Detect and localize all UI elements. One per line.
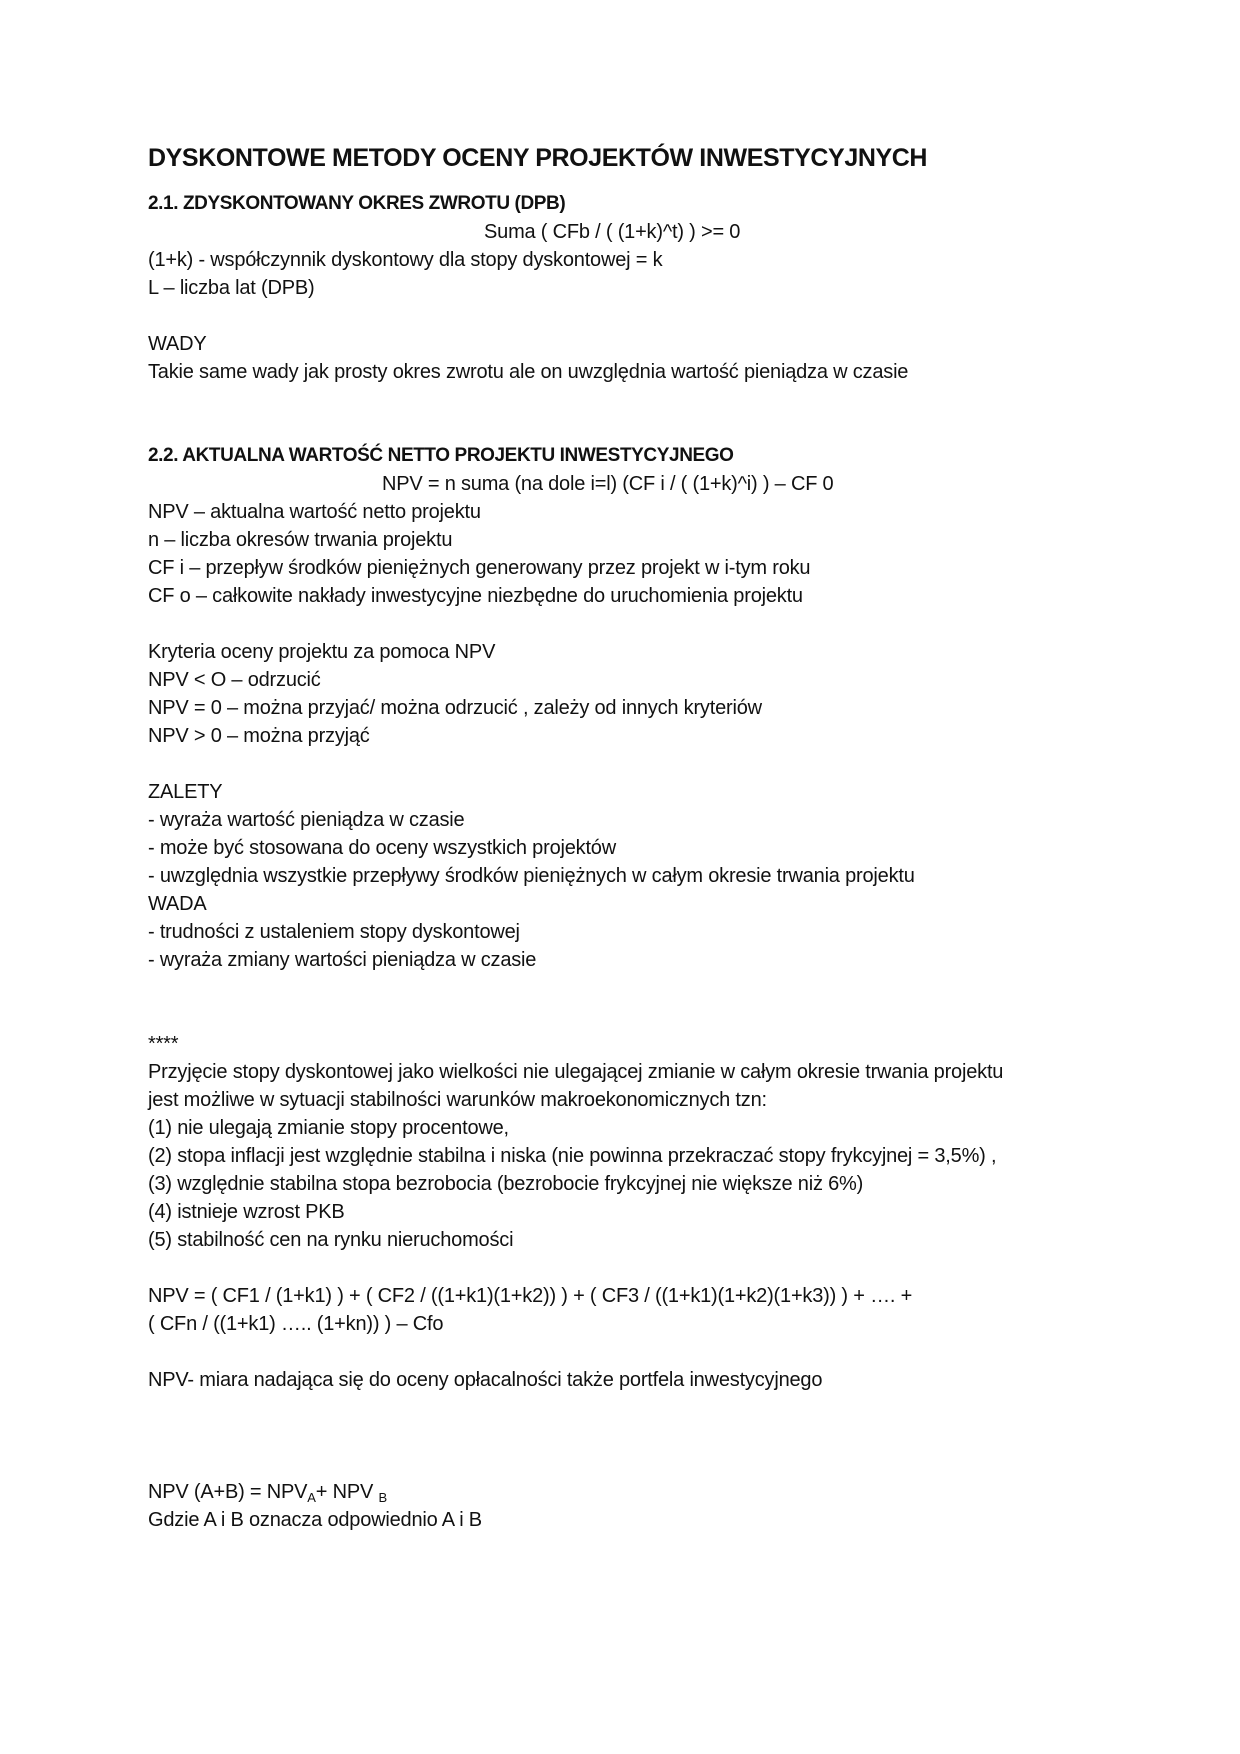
- npv-zalety-label: ZALETY: [148, 781, 223, 803]
- condition-item: (5) stabilność cen na rynku nieruchomości: [148, 1229, 514, 1251]
- npv-sum-formula: [148, 1478, 1128, 1506]
- npv-definition: CF o – całkowite nakłady inwestycyjne niezbędne do uruchomienia projektu: [148, 585, 803, 607]
- npv-wada: - wyraża zmiany wartości pieniądza w czasie: [148, 949, 537, 971]
- document-title: DYSKONTOWE METODY OCENY PROJEKTÓW INWESTYCYJNYCH: [148, 144, 928, 172]
- sum-formula-middle: + NPV: [315, 1481, 374, 1503]
- npv-definition: n – liczba okresów trwania projektu: [148, 529, 453, 551]
- dpb-line-2: L – liczba lat (DPB): [148, 277, 315, 299]
- condition-item: (2) stopa inflacji jest względnie stabilna i niska (nie powinna przekraczać stopy frykcyjnej = 3,5%) ,: [148, 1145, 997, 1167]
- npv-criteria-label: Kryteria oceny projektu za pomoca NPV: [148, 641, 496, 663]
- npv-wada-label: WADA: [148, 893, 207, 915]
- npv-criterion: NPV < O – odrzucić: [148, 669, 321, 691]
- npv-zaleta: - może być stosowana do oceny wszystkich projektów: [148, 837, 616, 859]
- dpb-formula: Suma ( CFb / ( (1+k)^t) ) >= 0: [484, 221, 741, 243]
- sum-explanation: Gdzie A i B oznacza odpowiednio A i B: [148, 1509, 482, 1531]
- npv-formula: NPV = n suma (na dole i=l) (CF i / ( (1+k)^i) ) – CF 0: [382, 473, 834, 495]
- dpb-wady-label: WADY: [148, 333, 207, 355]
- sum-formula-sub-b: B: [378, 1490, 387, 1505]
- condition-item: (1) nie ulegają zmianie stopy procentowe,: [148, 1117, 509, 1139]
- npv-definition: CF i – przepływ środków pieniężnych generowany przez projekt w i-tym roku: [148, 557, 811, 579]
- portfolio-note: NPV- miara nadająca się do oceny opłacalności także portfela inwestycyjnego: [148, 1369, 823, 1391]
- npv-definition: NPV – aktualna wartość netto projektu: [148, 501, 481, 523]
- section-heading-npv: 2.2. AKTUALNA WARTOŚĆ NETTO PROJEKTU INWESTYCYJNEGO: [148, 445, 734, 466]
- notes-paragraph-line: jest możliwe w sytuacji stabilności warunków makroekonomicznych tzn:: [148, 1089, 767, 1111]
- npv-wada: - trudności z ustaleniem stopy dyskontowej: [148, 921, 520, 943]
- npv-criterion: NPV > 0 – można przyjąć: [148, 725, 370, 747]
- dpb-wady-text: Takie same wady jak prosty okres zwrotu ale on uwzględnia wartość pieniądza w czasie: [148, 361, 909, 383]
- document-page: [148, 140, 1128, 1534]
- sum-formula-prefix: NPV (A+B) = NPV: [148, 1481, 308, 1503]
- separator: ****: [148, 1033, 179, 1055]
- npv-criterion: NPV = 0 – można przyjać/ można odrzucić , zależy od innych kryteriów: [148, 697, 762, 719]
- section-heading-dpb: 2.1. ZDYSKONTOWANY OKRES ZWROTU (DPB): [148, 193, 566, 214]
- npv-expanded-formula-line: NPV = ( CF1 / (1+k1) ) + ( CF2 / ((1+k1)(1+k2)) ) + ( CF3 / ((1+k1)(1+k2)(1+k3)) ) + …. +: [148, 1285, 913, 1307]
- sum-formula-sub-a: A: [307, 1490, 316, 1505]
- npv-zaleta: - uwzględnia wszystkie przepływy środków pieniężnych w całym okresie trwania projektu: [148, 865, 915, 887]
- condition-item: (3) względnie stabilna stopa bezrobocia (bezrobocie frykcyjnej nie większe niż 6%): [148, 1173, 864, 1195]
- npv-zaleta: - wyraża wartość pieniądza w czasie: [148, 809, 465, 831]
- npv-expanded-formula-line: ( CFn / ((1+k1) ….. (1+kn)) ) – Cfo: [148, 1313, 444, 1335]
- notes-paragraph-line: Przyjęcie stopy dyskontowej jako wielkości nie ulegającej zmianie w całym okresie trwania projektu: [148, 1061, 1004, 1083]
- condition-item: (4) istnieje wzrost PKB: [148, 1201, 345, 1223]
- dpb-line-1: (1+k) - współczynnik dyskontowy dla stopy dyskontowej = k: [148, 249, 663, 271]
